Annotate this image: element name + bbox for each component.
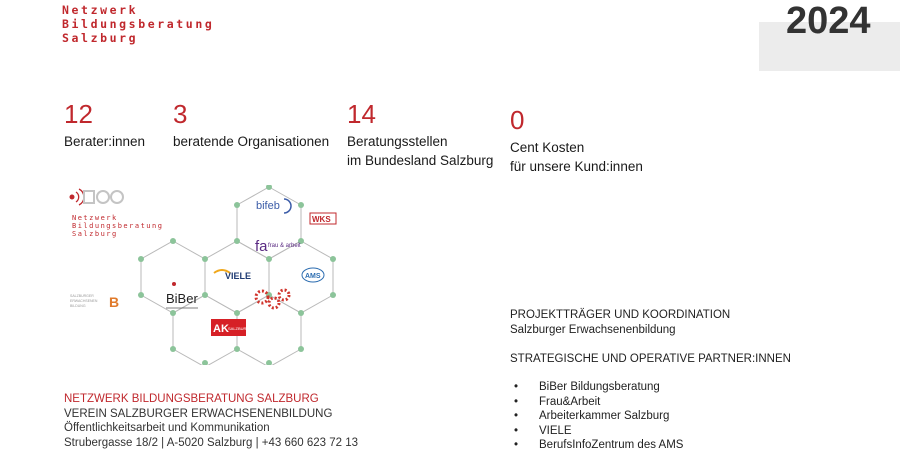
stat-label-line: für unsere Kund:innen	[510, 159, 643, 174]
partner-network-graphic	[62, 185, 362, 365]
mini-logo-line: Salzburg	[72, 230, 118, 238]
hex-node-dot	[138, 292, 144, 298]
partners-heading: STRATEGISCHE UND OPERATIVE PARTNER:INNEN	[510, 352, 791, 365]
hex-node-dot	[266, 256, 272, 262]
ak-logo-subtext: SALZBURG	[228, 326, 250, 331]
ams-logo	[302, 268, 324, 282]
hex-node-dot	[234, 310, 240, 316]
hex-node-dot	[138, 256, 144, 262]
stat-label	[510, 138, 643, 176]
hex-node-dot	[234, 202, 240, 208]
signal-wave-icon	[76, 189, 84, 205]
stat-counsellors	[64, 99, 145, 151]
hex-node-dot	[266, 185, 272, 190]
stat-label-line: Cent Kosten	[510, 140, 585, 155]
fa-logo-subtext: frau & arbeit	[268, 243, 301, 249]
stat-label-line: Beratungsstellen	[347, 134, 448, 149]
hex-node-dot	[330, 256, 336, 262]
stat-label	[173, 132, 329, 151]
stat-cost	[510, 105, 643, 176]
mini-logo-line: Netzwerk	[72, 214, 118, 222]
list-item: • BiBer Bildungsberatung	[539, 380, 791, 395]
side-logo-line: SALZBURGER	[70, 294, 94, 298]
bifeb-arc-icon	[284, 199, 291, 213]
stat-number: 14	[347, 99, 376, 129]
viele-logo	[214, 270, 251, 281]
spacer	[510, 337, 791, 352]
biber-logo	[166, 282, 198, 308]
stat-locations	[347, 99, 493, 170]
sponsor-heading: PROJEKTTRÄGER UND KOORDINATION	[510, 309, 731, 321]
ak-logo	[211, 319, 250, 336]
side-logo-line: BILDUNG	[70, 304, 86, 308]
logo-circle-shape	[111, 191, 123, 203]
hex-node-dot	[202, 256, 208, 262]
frau-arbeit-logo	[255, 238, 301, 255]
hex-node-dot	[202, 360, 208, 365]
viele-logo-text: VIELE	[225, 271, 252, 281]
side-logo-line: ERWACHSENEN	[70, 299, 98, 303]
stat-number: 3	[173, 99, 188, 129]
year-label: 2024	[786, 0, 871, 42]
brand-logo	[62, 3, 214, 45]
stat-label-line: beratende Organisationen	[173, 134, 330, 149]
signal-dot-icon	[70, 195, 75, 200]
stat-organisations	[173, 99, 329, 151]
hex-node-dot	[298, 202, 304, 208]
contact-line: VEREIN SALZBURGER ERWACHSENENBILDUNG	[64, 407, 333, 420]
gear-icon	[279, 290, 289, 300]
contact-line: Öffentlichkeitsarbeit und Kommunikation	[64, 422, 270, 434]
hex-node-dot	[298, 346, 304, 352]
wks-logo	[310, 213, 336, 224]
bifeb-logo-text: bifeb	[256, 200, 280, 212]
hex-node-dot	[234, 346, 240, 352]
hex-node-dot	[170, 310, 176, 316]
hex-node-dot	[298, 310, 304, 316]
biber-dot-icon	[172, 282, 176, 286]
stat-label-line: im Bundesland Salzburg	[347, 153, 494, 168]
stat-number: 0	[510, 105, 525, 135]
partners-block	[510, 308, 791, 453]
list-item: • BerufsInfoZentrum des AMS	[539, 438, 791, 453]
seb-side-logo	[70, 294, 119, 310]
contact-address: Strubergasse 18/2 | A-5020 Salzburg | +43 660 623 72 13	[64, 436, 359, 449]
contact-block	[64, 392, 358, 450]
hex-node-dot	[202, 292, 208, 298]
list-item: • Arbeiterkammer Salzburg	[539, 409, 791, 424]
list-item: • VIELE	[539, 424, 791, 439]
seb-b-icon: B	[109, 294, 120, 310]
brand-logo-line-3: Salzburg	[62, 31, 139, 45]
contact-org-name: NETZWERK BILDUNGSBERATUNG SALZBURG	[64, 393, 319, 405]
stat-label	[347, 132, 493, 170]
hex-node-dot	[234, 238, 240, 244]
brand-logo-line-2: Bildungsberatung	[62, 17, 215, 31]
wks-logo-text: WKS	[312, 215, 331, 224]
hex-node-dot	[170, 238, 176, 244]
fa-logo-text: fa	[255, 238, 268, 255]
stat-number: 12	[64, 99, 93, 129]
bifeb-logo	[256, 199, 291, 213]
logo-circle-shape	[97, 191, 109, 203]
biber-logo-text: BiBer	[166, 291, 198, 306]
hex-node-dot	[266, 360, 272, 365]
list-item: • Frau&Arbeit	[539, 395, 791, 410]
ams-logo-text: AMS	[305, 273, 321, 280]
brand-logo-line-1: Netzwerk	[62, 3, 139, 17]
partners-list	[510, 380, 791, 453]
hex-node-dot	[330, 292, 336, 298]
hex-node-dot	[170, 346, 176, 352]
ak-logo-text: AK	[213, 323, 229, 335]
sponsor-name: Salzburger Erwachsenenbildung	[510, 323, 676, 336]
logo-square-shape	[84, 191, 94, 203]
mini-logo-line: Bildungsberatung	[72, 222, 164, 230]
stat-label	[64, 132, 145, 151]
network-mini-logo	[70, 189, 164, 238]
stat-label-line: Berater:innen	[64, 134, 146, 149]
